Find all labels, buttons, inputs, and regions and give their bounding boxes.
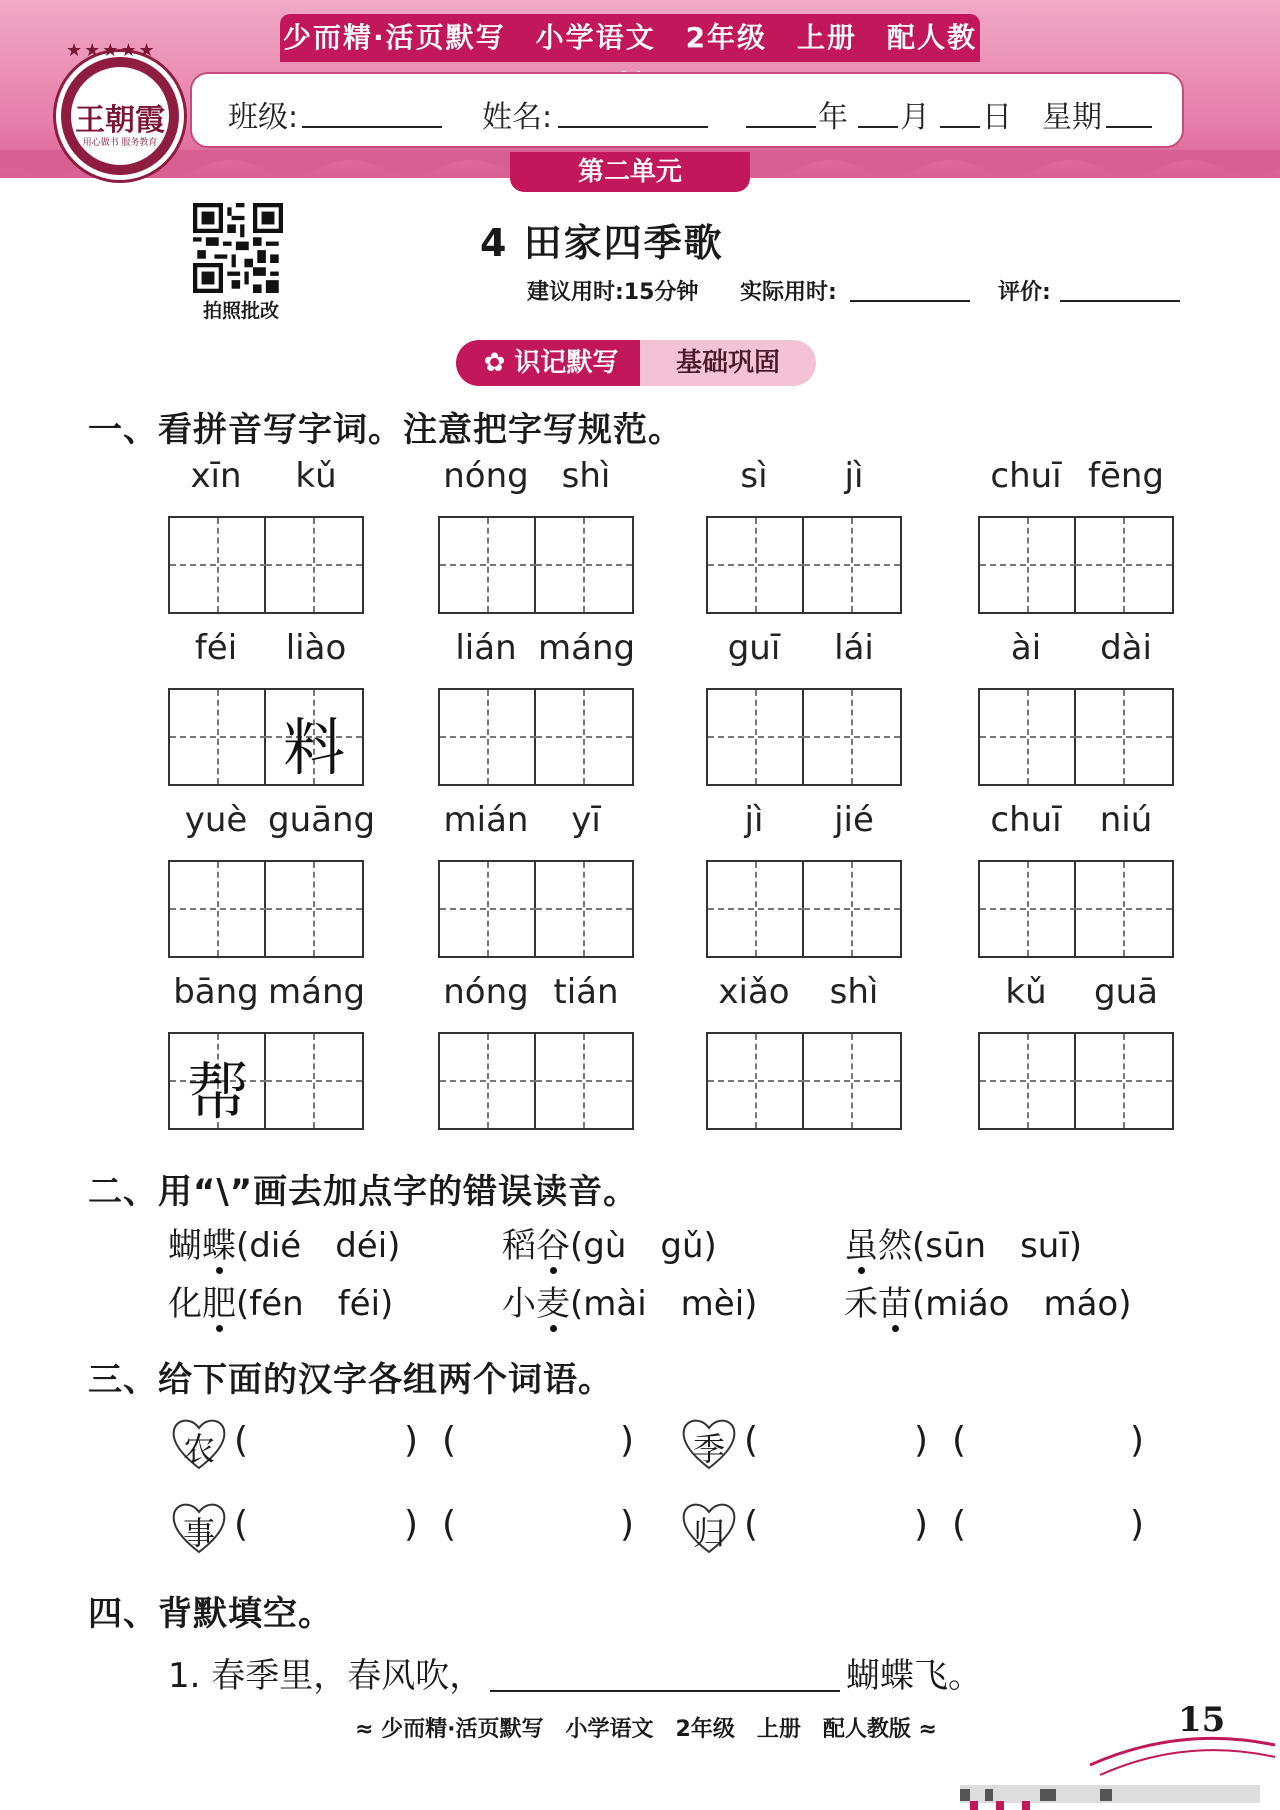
pinyin-pair [978, 628, 1174, 672]
pinyin-options[interactable]: (miáo máo) [912, 1284, 1132, 1324]
q2-heading: 二、用“\”画去加点字的错误读音。 [88, 1172, 639, 1212]
logo-inner [71, 67, 169, 165]
writing-cell[interactable] [266, 862, 362, 956]
day-field[interactable] [940, 126, 980, 128]
pronunciation-item [502, 1218, 717, 1267]
writing-box[interactable] [168, 860, 364, 958]
guide-line [440, 908, 536, 910]
open-paren: ( [442, 1420, 457, 1461]
base-char: 季 [692, 1430, 725, 1468]
name-label: 姓名: [482, 100, 553, 135]
pinyin-pair [706, 800, 902, 844]
guide-line [804, 1080, 900, 1082]
month-field[interactable] [858, 126, 898, 128]
guide-line [1076, 908, 1172, 910]
base-char: 农 [182, 1430, 215, 1468]
pinyin: lái [834, 628, 874, 668]
word-char: 谷 [536, 1226, 570, 1266]
pinyin: jì [744, 800, 764, 840]
pinyin-pair [438, 456, 634, 500]
writing-box[interactable] [706, 688, 902, 786]
pinyin: lián [455, 628, 517, 668]
pinyin-options[interactable]: (gù gǔ) [570, 1226, 717, 1266]
writing-cell[interactable] [804, 1034, 900, 1128]
close-paren: ) [404, 1504, 419, 1545]
writing-cell[interactable] [440, 1034, 536, 1128]
writing-cell[interactable] [708, 862, 804, 956]
q4-answer-line[interactable] [490, 1690, 840, 1692]
writing-box[interactable] [978, 516, 1174, 614]
guide-line [440, 736, 536, 738]
writing-cell[interactable] [1076, 1034, 1172, 1128]
guide-line [266, 908, 362, 910]
writing-cell[interactable] [170, 862, 266, 956]
writing-box[interactable] [706, 860, 902, 958]
rating-label: 评价: [998, 280, 1051, 305]
writing-box[interactable] [438, 860, 634, 958]
rating-field[interactable] [1060, 300, 1180, 302]
written-char: 帮 [186, 1055, 249, 1128]
q4-line1-suffix: 蝴蝶飞。 [846, 1656, 982, 1696]
pinyin: dài [1100, 628, 1152, 668]
heart-icon [168, 1496, 230, 1558]
pinyin-pair [168, 800, 376, 844]
name-field[interactable] [558, 126, 708, 128]
pinyin-pair [168, 628, 364, 672]
pinyin-pair [978, 800, 1174, 844]
guide-line [440, 564, 536, 566]
close-paren: ) [620, 1504, 635, 1545]
student-info-panel [190, 72, 1184, 148]
guide-line [1076, 736, 1172, 738]
q1-heading: 一、看拼音写字词。注意把字写规范。 [88, 410, 683, 450]
actual-time-field[interactable] [850, 300, 970, 302]
close-paren: ) [1130, 1504, 1145, 1545]
open-paren: ( [234, 1420, 249, 1461]
pinyin-pair [706, 628, 902, 672]
guide-line [980, 908, 1076, 910]
writing-cell[interactable] [170, 1034, 266, 1128]
guide-line [266, 564, 362, 566]
logo-text: 王朝霞 [75, 103, 165, 138]
writing-box[interactable] [168, 1032, 364, 1130]
writing-box[interactable] [168, 688, 364, 786]
week-label: 星期 [1042, 100, 1102, 135]
guide-line [980, 564, 1076, 566]
writing-cell[interactable] [536, 862, 632, 956]
writing-cell[interactable] [708, 518, 804, 612]
writing-cell[interactable] [1076, 862, 1172, 956]
pinyin: nóng [443, 972, 529, 1012]
pinyin: guā [1094, 972, 1158, 1012]
word-char: 小 [502, 1284, 536, 1324]
footer-text: ≈ 少而精·活页默写 小学语文 2年级 上册 配人教版 ≈ [355, 1717, 937, 1742]
open-paren: ( [744, 1504, 759, 1545]
class-label: 班级: [228, 100, 299, 135]
heart-icon [678, 1496, 740, 1558]
writing-cell[interactable] [266, 690, 362, 784]
word-char: 蝴 [168, 1226, 202, 1266]
pinyin: chuī [990, 800, 1062, 840]
writing-cell[interactable] [980, 518, 1076, 612]
word-char: 然 [878, 1226, 912, 1266]
pinyin-pair [438, 972, 634, 1016]
pinyin: xiǎo [718, 972, 790, 1012]
writing-box[interactable] [168, 516, 364, 614]
guide-line [536, 564, 632, 566]
writing-cell[interactable] [536, 1034, 632, 1128]
writing-cell[interactable] [980, 1034, 1076, 1128]
word-char: 麦 [536, 1284, 570, 1324]
guide-line [708, 564, 804, 566]
guide-line [804, 736, 900, 738]
writing-box[interactable] [978, 1032, 1174, 1130]
pinyin-pair [438, 800, 634, 844]
qr-label: 拍照批改 [202, 300, 279, 322]
pinyin: máng [538, 628, 636, 668]
word-answer-field[interactable] [254, 1418, 402, 1468]
writing-cell[interactable] [980, 690, 1076, 784]
q4-heading: 四、背默填空。 [88, 1594, 333, 1634]
pinyin-pair [978, 972, 1174, 1016]
heart-icon [678, 1412, 740, 1474]
banner-right: 基础巩固 [640, 340, 816, 386]
writing-cell[interactable] [440, 518, 536, 612]
pinyin-options[interactable]: (mài mèi) [570, 1284, 758, 1324]
pronunciation-item [844, 1276, 1132, 1325]
pinyin-pair [706, 972, 902, 1016]
word-answer-field[interactable] [464, 1418, 614, 1468]
pinyin: ài [1010, 628, 1042, 668]
guide-line [708, 736, 804, 738]
pinyin: jié [834, 800, 874, 840]
open-paren: ( [234, 1504, 249, 1545]
day-label: 日 [982, 100, 1012, 135]
writing-cell[interactable] [1076, 690, 1172, 784]
pinyin: liào [285, 628, 347, 668]
word-char: 化 [168, 1284, 202, 1324]
pinyin: yuè [184, 800, 248, 840]
heart-icon [168, 1412, 230, 1474]
pinyin: féi [194, 628, 238, 668]
class-field[interactable] [302, 126, 442, 128]
word-answer-field[interactable] [974, 1502, 1124, 1552]
year-field[interactable] [746, 126, 816, 128]
guide-line [1076, 1080, 1172, 1082]
series-title: 少而精·活页默写 小学语文 2年级 上册 配人教 [280, 14, 980, 62]
pinyin: guāng [268, 800, 376, 840]
close-paren: ) [404, 1420, 419, 1461]
word-char: 稻 [502, 1226, 536, 1266]
writing-cell[interactable] [980, 862, 1076, 956]
year-label: 年 [818, 100, 848, 135]
open-paren: ( [744, 1420, 759, 1461]
banner-left [456, 340, 646, 386]
guide-line [1076, 564, 1172, 566]
logo-stars-icon: ★★★★★ [66, 40, 157, 61]
page-number: 15 [1178, 1700, 1226, 1740]
q4-line1-prefix: 1. 春季里，春风吹， [168, 1656, 484, 1696]
pronunciation-item [844, 1218, 1082, 1267]
writing-cell[interactable] [266, 518, 362, 612]
base-char: 归 [692, 1514, 725, 1552]
guide-line [804, 908, 900, 910]
week-field[interactable] [1106, 126, 1152, 128]
writing-cell[interactable] [170, 518, 266, 612]
guide-line [708, 1080, 804, 1082]
guide-line [536, 1080, 632, 1082]
pinyin: sì [740, 456, 768, 496]
word-char: 禾 [844, 1284, 878, 1324]
close-paren: ) [914, 1420, 929, 1461]
writing-cell[interactable] [1076, 518, 1172, 612]
brand-logo [56, 52, 184, 180]
close-paren: ) [620, 1420, 635, 1461]
close-paren: ) [914, 1504, 929, 1545]
word-char: 蝶 [202, 1226, 236, 1266]
writing-cell[interactable] [266, 1034, 362, 1128]
open-paren: ( [442, 1504, 457, 1545]
pinyin: máng [268, 972, 366, 1012]
unit-tab: 第二单元 [510, 152, 750, 192]
pinyin-pair [706, 456, 902, 500]
word-answer-field[interactable] [974, 1418, 1124, 1468]
pinyin-options[interactable]: (dié déi) [236, 1226, 401, 1266]
guide-line [536, 908, 632, 910]
section-banner [456, 340, 816, 386]
writing-cell[interactable] [708, 690, 804, 784]
guide-line [266, 1080, 362, 1082]
guide-line [536, 736, 632, 738]
pinyin: shì [829, 972, 879, 1012]
word-char: 肥 [202, 1284, 236, 1324]
pinyin: kǔ [295, 456, 337, 496]
pinyin-options[interactable]: (fén féi) [236, 1284, 394, 1324]
guide-line [708, 908, 804, 910]
month-label: 月 [900, 100, 930, 135]
writing-cell[interactable] [708, 1034, 804, 1128]
writing-cell[interactable] [536, 690, 632, 784]
logo-subtext: 用心做书 服务教育 [82, 138, 158, 148]
writing-cell[interactable] [170, 690, 266, 784]
word-char: 虽 [844, 1226, 878, 1266]
word-answer-field[interactable] [254, 1502, 402, 1552]
pinyin-pair [438, 628, 634, 672]
pinyin-pair [978, 456, 1174, 500]
pinyin: shì [561, 456, 611, 496]
writing-box[interactable] [978, 860, 1174, 958]
writing-cell[interactable] [804, 862, 900, 956]
pinyin: mián [443, 800, 529, 840]
actual-time-label: 实际用时: [740, 280, 837, 305]
qr-code-icon[interactable] [193, 203, 283, 293]
pinyin: chuī [990, 456, 1062, 496]
word-char: 苗 [878, 1284, 912, 1324]
open-paren: ( [952, 1504, 967, 1545]
q3-heading: 三、给下面的汉字各组两个词语。 [88, 1360, 613, 1400]
banner-left-label: 识记默写 [514, 348, 619, 378]
writing-cell[interactable] [536, 518, 632, 612]
open-paren: ( [952, 1420, 967, 1461]
pinyin-pair [168, 972, 364, 1016]
base-char: 事 [182, 1514, 215, 1552]
pinyin: nóng [443, 456, 529, 496]
word-answer-field[interactable] [764, 1418, 912, 1468]
writing-box[interactable] [438, 1032, 634, 1130]
pronunciation-item [502, 1276, 757, 1325]
writing-cell[interactable] [804, 518, 900, 612]
guide-line [170, 564, 266, 566]
pinyin-options[interactable]: (sūn suī) [912, 1226, 1083, 1266]
pinyin: fēng [1087, 456, 1165, 496]
guide-line [440, 1080, 536, 1082]
pronunciation-item [168, 1218, 400, 1267]
writing-cell[interactable] [440, 690, 536, 784]
pinyin: yī [571, 800, 601, 840]
suggested-time: 建议用时:15分钟 [527, 280, 699, 305]
word-answer-field[interactable] [464, 1502, 614, 1552]
guide-line [804, 564, 900, 566]
pinyin: niú [1099, 800, 1153, 840]
guide-line [170, 908, 266, 910]
writing-box[interactable] [978, 688, 1174, 786]
writing-cell[interactable] [804, 690, 900, 784]
pinyin: guī [727, 628, 781, 668]
guide-line [980, 1080, 1076, 1082]
pinyin-pair [168, 456, 364, 500]
paw-icon: ✿ [483, 348, 515, 378]
pronunciation-item [168, 1276, 393, 1325]
close-paren: ) [1130, 1420, 1145, 1461]
pinyin: bāng [173, 972, 259, 1012]
guide-line [980, 736, 1076, 738]
writing-cell[interactable] [440, 862, 536, 956]
writing-box[interactable] [706, 516, 902, 614]
pinyin: jì [844, 456, 864, 496]
word-answer-field[interactable] [764, 1502, 912, 1552]
written-char: 料 [282, 711, 345, 784]
pinyin: xīn [190, 456, 242, 496]
writing-box[interactable] [438, 688, 634, 786]
lesson-title: 4 田家四季歌 [480, 221, 724, 265]
guide-line [170, 736, 266, 738]
pinyin: tián [553, 972, 619, 1012]
writing-box[interactable] [438, 516, 634, 614]
pinyin: kǔ [1005, 972, 1047, 1012]
writing-box[interactable] [706, 1032, 902, 1130]
